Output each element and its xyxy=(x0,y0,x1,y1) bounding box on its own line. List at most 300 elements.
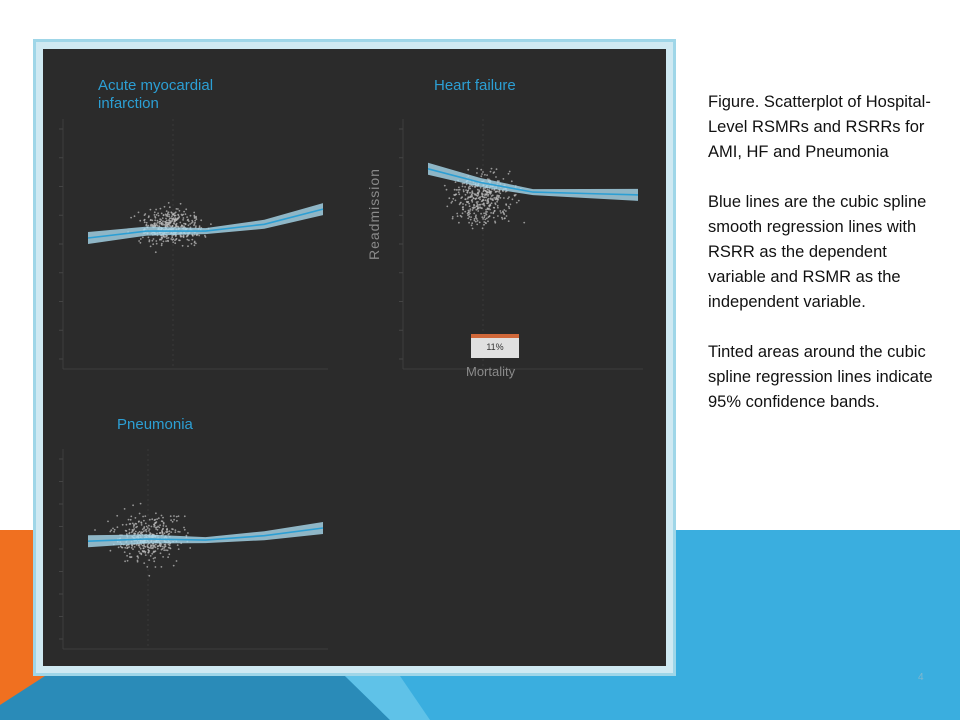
data-point xyxy=(140,532,142,534)
data-point xyxy=(155,522,157,524)
data-point xyxy=(170,238,172,240)
data-point xyxy=(189,547,191,549)
data-point xyxy=(503,209,505,211)
data-point xyxy=(143,547,145,549)
data-point xyxy=(494,221,496,223)
data-point xyxy=(138,520,140,522)
data-point xyxy=(190,215,192,217)
data-point xyxy=(456,213,458,215)
data-point xyxy=(457,189,459,191)
data-point xyxy=(170,515,172,517)
data-point xyxy=(140,503,142,505)
data-point xyxy=(168,553,170,555)
data-point xyxy=(155,251,157,253)
data-point xyxy=(127,560,129,562)
data-point xyxy=(173,515,175,517)
data-point xyxy=(198,235,200,237)
data-point xyxy=(162,220,164,222)
data-point xyxy=(179,240,181,242)
data-point xyxy=(157,548,159,550)
data-point xyxy=(142,551,144,553)
data-point xyxy=(129,523,131,525)
data-point xyxy=(157,526,159,528)
data-point xyxy=(188,224,190,226)
data-point xyxy=(518,200,520,202)
data-point xyxy=(491,202,493,204)
data-point xyxy=(130,516,132,518)
data-point xyxy=(192,235,194,237)
data-point xyxy=(167,213,169,215)
data-point xyxy=(147,546,149,548)
data-point xyxy=(486,218,488,220)
data-point xyxy=(148,559,150,561)
data-point xyxy=(145,554,147,556)
data-point xyxy=(462,186,464,188)
data-point xyxy=(451,201,453,203)
data-point xyxy=(466,191,468,193)
data-point xyxy=(496,201,498,203)
data-point xyxy=(155,512,157,514)
data-point xyxy=(496,195,498,197)
data-point xyxy=(161,520,163,522)
data-point xyxy=(174,217,176,219)
data-point xyxy=(210,223,212,225)
data-point xyxy=(183,211,185,213)
data-point xyxy=(466,202,468,204)
data-point xyxy=(457,215,459,217)
data-point xyxy=(149,519,151,521)
data-point xyxy=(134,546,136,548)
data-point xyxy=(469,192,471,194)
data-point xyxy=(169,224,171,226)
data-point xyxy=(165,235,167,237)
data-point xyxy=(126,545,128,547)
data-point xyxy=(481,195,483,197)
data-point xyxy=(490,197,492,199)
data-point xyxy=(124,508,126,510)
data-point xyxy=(146,566,148,568)
data-point xyxy=(161,515,163,517)
data-point xyxy=(455,200,457,202)
data-point xyxy=(161,549,163,551)
data-point xyxy=(461,216,463,218)
data-point xyxy=(155,544,157,546)
data-point xyxy=(469,185,471,187)
data-point xyxy=(458,187,460,189)
data-point xyxy=(479,207,481,209)
data-point xyxy=(174,240,176,242)
data-point xyxy=(148,575,150,577)
data-point xyxy=(160,208,162,210)
data-point xyxy=(138,551,140,553)
data-point xyxy=(157,545,159,547)
data-point xyxy=(476,201,478,203)
data-point xyxy=(482,199,484,201)
data-point xyxy=(497,205,499,207)
data-point xyxy=(492,213,494,215)
data-point xyxy=(163,224,165,226)
data-point xyxy=(144,221,146,223)
data-point xyxy=(177,531,179,533)
data-point xyxy=(485,211,487,213)
data-point xyxy=(508,173,510,175)
data-point xyxy=(476,168,478,170)
data-point xyxy=(156,214,158,216)
data-point xyxy=(480,175,482,177)
dark-blue-wedge-shape xyxy=(0,676,390,720)
data-point xyxy=(195,216,197,218)
data-point xyxy=(486,174,488,176)
data-point xyxy=(139,531,141,533)
data-point xyxy=(186,216,188,218)
data-point xyxy=(488,198,490,200)
data-point xyxy=(499,210,501,212)
data-point xyxy=(125,530,127,532)
data-point xyxy=(142,545,144,547)
data-point xyxy=(139,546,141,548)
data-point xyxy=(153,560,155,562)
data-point xyxy=(446,206,448,208)
data-point xyxy=(481,200,483,202)
data-point xyxy=(485,209,487,211)
data-point xyxy=(468,188,470,190)
data-point xyxy=(487,220,489,222)
data-point xyxy=(462,208,464,210)
data-point xyxy=(178,216,180,218)
data-point xyxy=(144,515,146,517)
data-point xyxy=(182,245,184,247)
data-point xyxy=(180,203,182,205)
data-point xyxy=(179,222,181,224)
data-point xyxy=(183,527,185,529)
data-point xyxy=(150,555,152,557)
data-point xyxy=(143,562,145,564)
data-point xyxy=(152,545,154,547)
data-point xyxy=(189,223,191,225)
data-point xyxy=(194,222,196,224)
data-point xyxy=(456,189,458,191)
x-axis-badge: 11% xyxy=(471,334,519,358)
data-point xyxy=(161,245,163,247)
data-point xyxy=(145,523,147,525)
data-point xyxy=(144,529,146,531)
data-point xyxy=(194,220,196,222)
data-point xyxy=(467,218,469,220)
data-point xyxy=(473,213,475,215)
data-point xyxy=(458,193,460,195)
data-point xyxy=(143,520,145,522)
data-point xyxy=(490,171,492,173)
data-point xyxy=(489,209,491,211)
data-point xyxy=(148,216,150,218)
data-point xyxy=(502,211,504,213)
data-point xyxy=(191,239,193,241)
data-point xyxy=(131,545,133,547)
data-point xyxy=(467,196,469,198)
data-point xyxy=(464,211,466,213)
data-point xyxy=(478,204,480,206)
data-point xyxy=(471,224,473,226)
data-point xyxy=(484,205,486,207)
data-point xyxy=(129,553,131,555)
data-point xyxy=(516,202,518,204)
data-point xyxy=(159,532,161,534)
data-point xyxy=(135,523,137,525)
data-point xyxy=(470,219,472,221)
data-point xyxy=(184,529,186,531)
data-point xyxy=(163,549,165,551)
data-point xyxy=(194,216,196,218)
data-point xyxy=(476,224,478,226)
data-point xyxy=(183,236,185,238)
data-point xyxy=(493,172,495,174)
data-point xyxy=(474,220,476,222)
data-point xyxy=(155,240,157,242)
data-point xyxy=(145,224,147,226)
data-point xyxy=(458,191,460,193)
data-point xyxy=(166,529,168,531)
data-point xyxy=(475,221,477,223)
data-point xyxy=(455,181,457,183)
data-point xyxy=(484,219,486,221)
data-point xyxy=(490,212,492,214)
data-point xyxy=(129,532,131,534)
data-point xyxy=(122,524,124,526)
data-point xyxy=(452,218,454,220)
data-point xyxy=(471,222,473,224)
data-point xyxy=(483,224,485,226)
data-point xyxy=(168,533,170,535)
data-point xyxy=(132,504,134,506)
data-point xyxy=(167,550,169,552)
data-point xyxy=(483,190,485,192)
data-point xyxy=(110,529,112,531)
data-point xyxy=(162,556,164,558)
data-point xyxy=(159,239,161,241)
data-point xyxy=(172,241,174,243)
data-point xyxy=(155,546,157,548)
data-point xyxy=(153,523,155,525)
data-point xyxy=(489,204,491,206)
data-point xyxy=(497,207,499,209)
data-point xyxy=(94,529,96,531)
data-point xyxy=(130,519,132,521)
data-point xyxy=(467,169,469,171)
data-point xyxy=(174,242,176,244)
data-point xyxy=(462,183,464,185)
data-point xyxy=(465,198,467,200)
data-point xyxy=(155,566,157,568)
data-point xyxy=(178,548,180,550)
data-point xyxy=(173,565,175,567)
data-point xyxy=(179,210,181,212)
data-point xyxy=(183,225,185,227)
data-point xyxy=(134,215,136,217)
data-point xyxy=(459,202,461,204)
data-point xyxy=(154,211,156,213)
panel-title-hf: Heart failure xyxy=(434,77,516,94)
data-point xyxy=(152,243,154,245)
data-point xyxy=(503,213,505,215)
data-point xyxy=(162,217,164,219)
data-point xyxy=(135,531,137,533)
data-point xyxy=(468,210,470,212)
data-point xyxy=(476,172,478,174)
data-point xyxy=(472,209,474,211)
data-point xyxy=(167,240,169,242)
panel-title-pneumonia: Pneumonia xyxy=(117,416,193,433)
data-point xyxy=(495,191,497,193)
data-point xyxy=(485,197,487,199)
data-point xyxy=(147,225,149,227)
data-point xyxy=(482,171,484,173)
data-point xyxy=(168,219,170,221)
data-point xyxy=(175,529,177,531)
data-point xyxy=(514,194,516,196)
data-point xyxy=(165,240,167,242)
data-point xyxy=(478,191,480,193)
data-point xyxy=(497,191,499,193)
data-point xyxy=(452,216,454,218)
data-point xyxy=(476,205,478,207)
data-point xyxy=(172,521,174,523)
data-point xyxy=(162,517,164,519)
data-point xyxy=(485,190,487,192)
data-point xyxy=(505,204,507,206)
data-point xyxy=(162,222,164,224)
data-point xyxy=(162,546,164,548)
figure-panel xyxy=(43,49,666,666)
data-point xyxy=(177,208,179,210)
data-point xyxy=(191,243,193,245)
data-point xyxy=(507,198,509,200)
data-point xyxy=(183,217,185,219)
data-point xyxy=(491,168,493,170)
data-point xyxy=(169,206,171,208)
data-point xyxy=(479,198,481,200)
data-point xyxy=(161,566,163,568)
data-point xyxy=(107,521,109,523)
data-point xyxy=(154,222,156,224)
data-point xyxy=(205,236,207,238)
data-point xyxy=(498,195,500,197)
data-point xyxy=(185,223,187,225)
data-point xyxy=(470,216,472,218)
data-point xyxy=(493,197,495,199)
data-point xyxy=(152,547,154,549)
data-point xyxy=(483,203,485,205)
data-point xyxy=(484,199,486,201)
data-point xyxy=(156,518,158,520)
data-point xyxy=(187,245,189,247)
data-point xyxy=(482,227,484,229)
data-point xyxy=(143,530,145,532)
data-point xyxy=(468,203,470,205)
data-point xyxy=(468,214,470,216)
data-point xyxy=(184,515,186,517)
data-point xyxy=(146,222,148,224)
data-point xyxy=(185,213,187,215)
data-point xyxy=(186,235,188,237)
data-point xyxy=(477,195,479,197)
data-point xyxy=(477,220,479,222)
data-point xyxy=(491,195,493,197)
data-point xyxy=(168,216,170,218)
data-point xyxy=(152,240,154,242)
data-point xyxy=(508,206,510,208)
data-point xyxy=(496,168,498,170)
data-point xyxy=(142,516,144,518)
data-point xyxy=(448,197,450,199)
data-point xyxy=(506,215,508,217)
data-point xyxy=(452,198,454,200)
data-point xyxy=(154,219,156,221)
data-point xyxy=(193,212,195,214)
data-point xyxy=(167,226,169,228)
data-point xyxy=(174,221,176,223)
data-point xyxy=(170,531,172,533)
data-point xyxy=(464,186,466,188)
data-point xyxy=(141,524,143,526)
data-point xyxy=(479,222,481,224)
data-point xyxy=(462,206,464,208)
data-point xyxy=(140,553,142,555)
data-point xyxy=(505,210,507,212)
data-point xyxy=(165,544,167,546)
data-point xyxy=(473,198,475,200)
data-point xyxy=(114,529,116,531)
data-point xyxy=(163,523,165,525)
data-point xyxy=(153,558,155,560)
data-point xyxy=(170,548,172,550)
data-point xyxy=(495,198,497,200)
data-point xyxy=(144,552,146,554)
data-point xyxy=(154,551,156,553)
data-point xyxy=(500,212,502,214)
data-point xyxy=(113,531,115,533)
data-point xyxy=(471,194,473,196)
data-point xyxy=(199,225,201,227)
data-point xyxy=(153,238,155,240)
data-point xyxy=(523,222,525,224)
data-point xyxy=(500,197,502,199)
data-point xyxy=(171,528,173,530)
data-point xyxy=(182,219,184,221)
scatter-panel-0 xyxy=(59,119,328,369)
data-point xyxy=(446,189,448,191)
data-point xyxy=(161,236,163,238)
data-point xyxy=(468,216,470,218)
data-point xyxy=(483,212,485,214)
data-point xyxy=(483,217,485,219)
data-point xyxy=(147,549,149,551)
x-axis-label: Mortality xyxy=(466,364,516,379)
data-point xyxy=(481,192,483,194)
data-point xyxy=(141,522,143,524)
data-point xyxy=(472,185,474,187)
data-point xyxy=(477,206,479,208)
data-point xyxy=(178,214,180,216)
data-point xyxy=(511,180,513,182)
data-point xyxy=(166,222,168,224)
data-point xyxy=(133,529,135,531)
data-point xyxy=(117,526,119,528)
data-point xyxy=(171,215,173,217)
data-point xyxy=(477,210,479,212)
data-point xyxy=(150,224,152,226)
data-point xyxy=(462,212,464,214)
data-point xyxy=(161,213,163,215)
